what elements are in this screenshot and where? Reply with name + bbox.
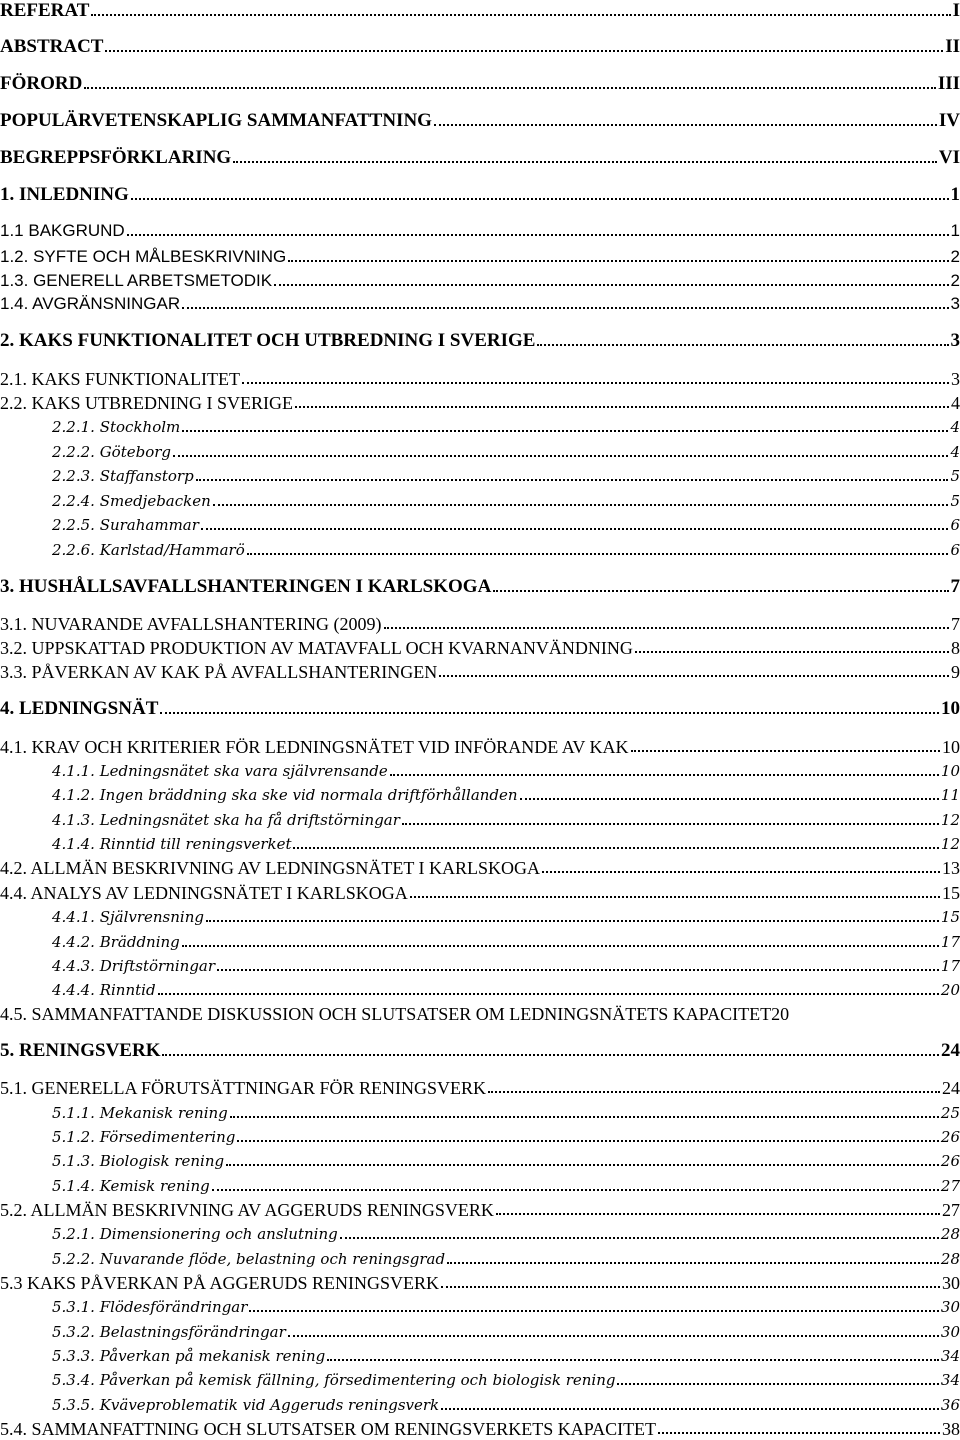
toc-dot-leader <box>206 920 939 922</box>
toc-entry-title: 5.3.4. Påverkan på kemisk fällning, försedimentering och biologisk rening <box>52 1371 616 1389</box>
toc-entry-title: POPULÄRVETENSKAPLIG SAMMANFATTNING <box>0 110 432 131</box>
toc-entry-title: 4. LEDNINGSNÄT <box>0 698 159 719</box>
toc-entry[interactable] <box>0 514 960 536</box>
toc-dot-leader <box>131 198 949 200</box>
toc-page-number: 10 <box>942 737 960 757</box>
toc-entry-row <box>0 661 960 683</box>
toc-entry-row <box>0 1077 960 1099</box>
toc-entry[interactable] <box>0 760 960 782</box>
toc-page-number: 30 <box>940 1298 960 1316</box>
toc-entry[interactable] <box>0 906 960 928</box>
toc-dot-leader <box>173 455 948 457</box>
toc-entry-title: 5.1.1. Mekanisk rening <box>52 1104 228 1122</box>
toc-dot-leader <box>217 969 939 971</box>
toc-entry-row <box>0 698 960 720</box>
toc-entry[interactable] <box>0 833 960 855</box>
toc-entry-title: 4.5. SAMMANFATTANDE DISKUSSION OCH SLUTSATSER OM LEDNINGSNÄTETS KAPACITET <box>0 1004 772 1024</box>
toc-entry-row <box>0 147 960 169</box>
toc-page-number: 17 <box>940 957 960 975</box>
toc-entry[interactable] <box>0 613 960 635</box>
toc-entry[interactable] <box>0 73 960 95</box>
toc-entry-title: 5.3.2. Belastningsförändringar <box>52 1323 286 1341</box>
toc-entry-title: 2. KAKS FUNKTIONALITET OCH UTBREDNING I SVERIGE <box>0 330 536 351</box>
toc-dot-leader <box>182 945 939 947</box>
toc-page-number: 27 <box>942 1200 960 1220</box>
toc-entry-title: 2.2.2. Göteborg <box>52 443 172 461</box>
toc-entry[interactable] <box>0 392 960 414</box>
toc-page-number: 7 <box>951 614 960 634</box>
toc-page-number: 8 <box>951 638 960 658</box>
toc-page-number: 38 <box>942 1419 960 1439</box>
toc-entry[interactable] <box>0 368 960 390</box>
toc-entry-title: REFERAT <box>0 0 90 21</box>
toc-entry[interactable] <box>0 184 960 206</box>
toc-dot-leader <box>230 1116 939 1118</box>
toc-page-number: II <box>945 36 960 57</box>
toc-dot-leader <box>390 774 939 776</box>
toc-entry[interactable] <box>0 882 960 904</box>
toc-page-number: 4 <box>950 418 960 436</box>
toc-dot-leader <box>196 479 949 481</box>
toc-entry-title: 4.1. KRAV OCH KRITERIER FÖR LEDNINGSNÄTET VID INFÖRANDE AV KAK <box>0 737 629 757</box>
toc-dot-leader <box>237 1140 939 1142</box>
toc-entry-title: 5.2.1. Dimensionering och anslutning <box>52 1225 338 1243</box>
toc-entry-row <box>52 1223 960 1245</box>
toc-page-number: 13 <box>942 858 960 878</box>
toc-entry[interactable] <box>0 1175 960 1197</box>
toc-dot-leader <box>182 307 948 309</box>
toc-entry-title: 4.1.3. Ledningsnätet ska ha få driftstörningar <box>52 811 400 829</box>
toc-entry-row <box>52 809 960 831</box>
toc-page-number: 3 <box>951 369 960 389</box>
toc-entry-row <box>52 514 960 536</box>
toc-entry-title: 3.1. NUVARANDE AVFALLSHANTERING (2009) <box>0 614 382 634</box>
toc-entry[interactable] <box>0 1126 960 1148</box>
toc-entry-title: FÖRORD <box>0 73 83 94</box>
toc-page-number: 12 <box>940 811 960 829</box>
toc-entry-title: 4.4. ANALYS AV LEDNINGSNÄTET I KARLSKOGA <box>0 883 408 903</box>
toc-dot-leader <box>160 712 939 714</box>
toc-entry-title: 5.3.1. Flödesförändringar <box>52 1298 248 1316</box>
toc-entry[interactable] <box>0 1296 960 1318</box>
toc-entry[interactable] <box>0 637 960 659</box>
toc-page-number: 36 <box>940 1396 960 1414</box>
toc-page-number: 9 <box>951 662 960 682</box>
toc-dot-leader <box>158 993 939 995</box>
toc-entry[interactable] <box>0 293 960 315</box>
toc-entry[interactable] <box>0 330 960 352</box>
toc-entry[interactable] <box>0 979 960 1001</box>
toc-dot-leader <box>182 430 948 432</box>
toc-dot-leader <box>288 260 948 262</box>
toc-entry-title: 4.2. ALLMÄN BESKRIVNING AV LEDNINGSNÄTET I KARLSKOGA <box>0 858 541 878</box>
toc-page-number: 26 <box>940 1128 960 1146</box>
toc-entry[interactable] <box>0 1199 960 1221</box>
toc-entry[interactable] <box>0 1369 960 1391</box>
toc-entry-title: 3.2. UPPSKATTAD PRODUKTION AV MATAVFALL OCH KVARNANVÄNDNING <box>0 638 633 658</box>
toc-entry[interactable] <box>0 270 960 292</box>
toc-page-number: 17 <box>940 933 960 951</box>
toc-entry[interactable] <box>0 539 960 561</box>
toc-entry[interactable] <box>0 490 960 512</box>
toc-entry[interactable] <box>0 147 960 169</box>
toc-entry[interactable] <box>0 1077 960 1099</box>
toc-entry-row <box>0 882 960 904</box>
toc-entry-row <box>52 1321 960 1343</box>
toc-entry-row <box>52 490 960 512</box>
toc-dot-leader <box>91 14 950 16</box>
toc-page-number: 4 <box>951 393 960 413</box>
toc-page-number: 5 <box>950 467 960 485</box>
toc-dot-leader <box>441 1286 940 1288</box>
toc-entry[interactable] <box>0 0 960 22</box>
toc-entry-row <box>52 465 960 487</box>
toc-entry-title: 4.1.2. Ingen bräddning ska ske vid normala driftförhållanden <box>52 786 518 804</box>
toc-entry-row <box>0 293 960 315</box>
toc-dot-leader <box>496 1213 940 1215</box>
toc-entry-title: 4.1.1. Ledningsnätet ska vara självrensande <box>52 762 388 780</box>
toc-entry-row <box>0 246 960 268</box>
toc-entry-row <box>0 392 960 414</box>
toc-page-number: 28 <box>940 1225 960 1243</box>
toc-entry-title: ABSTRACT <box>0 36 104 57</box>
toc-entry-title: 5.2. ALLMÄN BESKRIVNING AV AGGERUDS RENINGSVERK <box>0 1200 494 1220</box>
toc-dot-leader <box>537 344 948 346</box>
toc-entry-row <box>52 1296 960 1318</box>
toc-dot-leader <box>288 1335 939 1337</box>
toc-entry[interactable] <box>0 1345 960 1367</box>
toc-entry-row <box>52 1175 960 1197</box>
toc-dot-leader <box>201 528 949 530</box>
toc-page-number: I <box>952 0 960 21</box>
toc-entry-row <box>0 1040 960 1062</box>
toc-entry-title: 5.2.2. Nuvarande flöde, belastning och reningsgrad <box>52 1250 446 1268</box>
toc-entry-row <box>0 1199 960 1221</box>
toc-page-number: 15 <box>942 883 960 903</box>
toc-entry[interactable] <box>0 110 960 132</box>
toc-entry-title: 2.2.4. Smedjebacken <box>52 492 211 510</box>
toc-entry-row <box>52 931 960 953</box>
toc-entry-row <box>52 1369 960 1391</box>
toc-entry-title: 3. HUSHÅLLSAVFALLSHANTERINGEN I KARLSKOGA <box>0 576 492 597</box>
toc-entry[interactable] <box>0 416 960 438</box>
toc-page-number: 24 <box>942 1078 960 1098</box>
toc-dot-leader <box>105 50 943 52</box>
toc-dot-leader <box>635 651 949 653</box>
toc-entry[interactable] <box>0 220 960 242</box>
toc-page-number: 10 <box>940 762 960 780</box>
toc-entry[interactable] <box>0 809 960 831</box>
toc-entry-row <box>0 368 960 390</box>
toc-dot-leader <box>233 161 937 163</box>
toc-page-number: 4 <box>950 443 960 461</box>
toc-entry-row <box>0 0 960 22</box>
toc-entry-title: 4.4.1. Självrensning <box>52 908 204 926</box>
toc-dot-leader <box>213 504 949 506</box>
toc-page-number: 3 <box>950 330 960 351</box>
toc-dot-leader <box>441 1408 939 1410</box>
toc-entry-row <box>52 416 960 438</box>
toc-entry[interactable] <box>0 36 960 58</box>
toc-dot-leader <box>439 675 949 677</box>
toc-entry-title: 5.3.5. Kväveproblematik vid Aggeruds reningsverk <box>52 1396 440 1414</box>
toc-entry-title: 2.2.6. Karlstad/Hammarö <box>52 541 245 559</box>
toc-entry-row <box>0 73 960 95</box>
toc-entry-row <box>52 833 960 855</box>
toc-entry-title: 5.1.3. Biologisk rening <box>52 1152 225 1170</box>
toc-dot-leader <box>226 1164 939 1166</box>
toc-page-number: 10 <box>941 698 960 719</box>
toc-entry-title: 2.2.1. Stockholm <box>52 418 181 436</box>
toc-entry-row <box>0 1003 960 1025</box>
toc-dot-leader <box>274 284 948 286</box>
toc-page-number: 34 <box>940 1371 960 1389</box>
toc-entry-title: 5.1.4. Kemisk rening <box>52 1177 210 1195</box>
toc-dot-leader <box>384 627 949 629</box>
toc-entry[interactable] <box>0 1394 960 1416</box>
toc-entry-row <box>52 955 960 977</box>
toc-entry-row <box>0 857 960 879</box>
toc-entry-row <box>0 613 960 635</box>
toc-page-number: 30 <box>940 1323 960 1341</box>
toc-page-number: VI <box>938 147 960 168</box>
toc-dot-leader <box>212 1189 939 1191</box>
toc-entry-row <box>52 441 960 463</box>
toc-entry[interactable] <box>0 784 960 806</box>
toc-dot-leader <box>520 798 939 800</box>
toc-entry-title: 5.1.2. Försedimentering <box>52 1128 236 1146</box>
toc-entry-row <box>0 1272 960 1294</box>
toc-entry-row <box>0 736 960 758</box>
toc-entry[interactable] <box>0 736 960 758</box>
toc-entry[interactable] <box>0 698 960 720</box>
toc-entry-row <box>0 330 960 352</box>
toc-entry[interactable] <box>0 661 960 683</box>
toc-page-number: 15 <box>940 908 960 926</box>
toc-entry-title: 2.1. KAKS FUNKTIONALITET <box>0 369 240 389</box>
toc-entry-row <box>0 184 960 206</box>
toc-entry-title: 4.1.4. Rinntid till reningsverket <box>52 835 292 853</box>
toc-entry[interactable] <box>0 931 960 953</box>
toc-page-number: III <box>937 73 960 94</box>
toc-dot-leader <box>162 1054 939 1056</box>
toc-page-number: 12 <box>940 835 960 853</box>
toc-entry-title: 4.4.2. Bräddning <box>52 933 180 951</box>
toc-dot-leader <box>402 823 939 825</box>
toc-page-number: 30 <box>942 1273 960 1293</box>
toc-dot-leader <box>434 124 937 126</box>
toc-dot-leader <box>631 750 940 752</box>
toc-entry-row <box>52 1126 960 1148</box>
toc-entry-row <box>0 110 960 132</box>
toc-entry[interactable] <box>0 1223 960 1245</box>
toc-dot-leader <box>658 1432 940 1434</box>
toc-entry[interactable] <box>0 441 960 463</box>
toc-entry-row <box>0 637 960 659</box>
toc-page-number: 5 <box>950 492 960 510</box>
toc-page-number: 2 <box>950 247 960 266</box>
toc-entry[interactable] <box>0 1102 960 1124</box>
toc-entry[interactable] <box>0 1040 960 1062</box>
toc-entry-row <box>52 979 960 1001</box>
toc-dot-leader <box>447 1262 939 1264</box>
toc-entry-title: 1.4. AVGRÄNSNINGAR <box>0 294 181 313</box>
toc-dot-leader <box>247 553 949 555</box>
toc-entry[interactable] <box>0 246 960 268</box>
toc-page-number: 2 <box>950 271 960 290</box>
toc-entry-title: 5.3.3. Påverkan på mekanisk rening <box>52 1347 326 1365</box>
toc-entry-title: 5.3 KAKS PÅVERKAN PÅ AGGERUDS RENINGSVERK <box>0 1273 440 1293</box>
toc-dot-leader <box>493 590 948 592</box>
toc-entry[interactable] <box>0 1003 960 1025</box>
toc-dot-leader <box>488 1091 940 1093</box>
toc-entry-title: 1.2. SYFTE OCH MÅLBESKRIVNING <box>0 247 287 266</box>
toc-entry-title: 2.2.3. Staffanstorp <box>52 467 194 485</box>
toc-dot-leader <box>295 406 949 408</box>
toc-dot-leader <box>327 1359 939 1361</box>
toc-entry-title: 5. RENINGSVERK <box>0 1040 161 1061</box>
toc-page-number: 3 <box>950 294 960 313</box>
toc-dot-leader <box>617 1383 938 1385</box>
toc-entry[interactable] <box>0 955 960 977</box>
toc-page-number: 6 <box>950 516 960 534</box>
toc-page-number: 20 <box>771 1004 790 1024</box>
toc-page-number: 27 <box>940 1177 960 1195</box>
toc-entry-row <box>52 1248 960 1270</box>
toc-dot-leader <box>242 382 949 384</box>
toc-dot-leader <box>542 871 940 873</box>
toc-entry-title: 4.4.4. Rinntid <box>52 981 156 999</box>
toc-entry-row <box>0 576 960 598</box>
toc-page-number: 25 <box>940 1104 960 1122</box>
toc-entry-row <box>52 1102 960 1124</box>
toc-page-number: 7 <box>950 576 960 597</box>
toc-page-number: 20 <box>940 981 960 999</box>
toc-entry-row <box>52 784 960 806</box>
toc-page-number: IV <box>938 110 960 131</box>
toc-page-number: 34 <box>940 1347 960 1365</box>
toc-entry-title: 5.1. GENERELLA FÖRUTSÄTTNINGAR FÖR RENINGSVERK <box>0 1078 487 1098</box>
toc-entry-row <box>52 539 960 561</box>
toc-entry-title: 5.4. SAMMANFATTNING OCH SLUTSATSER OM RENINGSVERKETS KAPACITET <box>0 1419 657 1439</box>
toc-entry-title: 3.3. PÅVERKAN AV KAK PÅ AVFALLSHANTERINGEN <box>0 662 438 682</box>
toc-entry-title: 4.4.3. Driftstörningar <box>52 957 216 975</box>
toc-entry[interactable] <box>0 1248 960 1270</box>
toc-entry[interactable] <box>0 576 960 598</box>
toc-entry[interactable] <box>0 1418 960 1440</box>
toc-page-number: 26 <box>940 1152 960 1170</box>
toc-entry-row <box>52 1150 960 1172</box>
toc-entry[interactable] <box>0 1321 960 1343</box>
toc-page-number: 11 <box>940 786 960 804</box>
toc-entry[interactable] <box>0 1272 960 1294</box>
toc-entry-title: 1. INLEDNING <box>0 184 129 205</box>
toc-dot-leader <box>340 1237 939 1239</box>
toc-entry-row <box>52 906 960 928</box>
toc-entry[interactable] <box>0 465 960 487</box>
toc-dot-leader <box>127 234 949 236</box>
toc-page-number: 28 <box>940 1250 960 1268</box>
toc-entry-title: 2.2.5. Surahammar <box>52 516 199 534</box>
toc-entry-title: BEGREPPSFÖRKLARING <box>0 147 232 168</box>
toc-entry-title: 2.2. KAKS UTBREDNING I SVERIGE <box>0 393 293 413</box>
toc-dot-leader <box>84 87 935 89</box>
toc-entry-title: 1.1 BAKGRUND <box>0 221 125 240</box>
toc-entry-row <box>0 36 960 58</box>
toc-entry-row <box>0 1418 960 1440</box>
toc-page-number: 1 <box>950 184 960 205</box>
toc-page-number: 1 <box>950 221 960 240</box>
toc-dot-leader <box>249 1310 938 1312</box>
toc-dot-leader <box>293 847 938 849</box>
toc-entry[interactable] <box>0 857 960 879</box>
toc-entry-row <box>52 1394 960 1416</box>
toc-entry-title: 1.3. GENERELL ARBETSMETODIK <box>0 271 273 290</box>
toc-entry-row <box>52 1345 960 1367</box>
toc-page-number: 6 <box>950 541 960 559</box>
toc-entry-row <box>52 760 960 782</box>
toc-entry-row <box>0 220 960 242</box>
toc-dot-leader <box>410 896 940 898</box>
toc-entry-row <box>0 270 960 292</box>
toc-page-number: 24 <box>941 1040 960 1061</box>
toc-entry[interactable] <box>0 1150 960 1172</box>
